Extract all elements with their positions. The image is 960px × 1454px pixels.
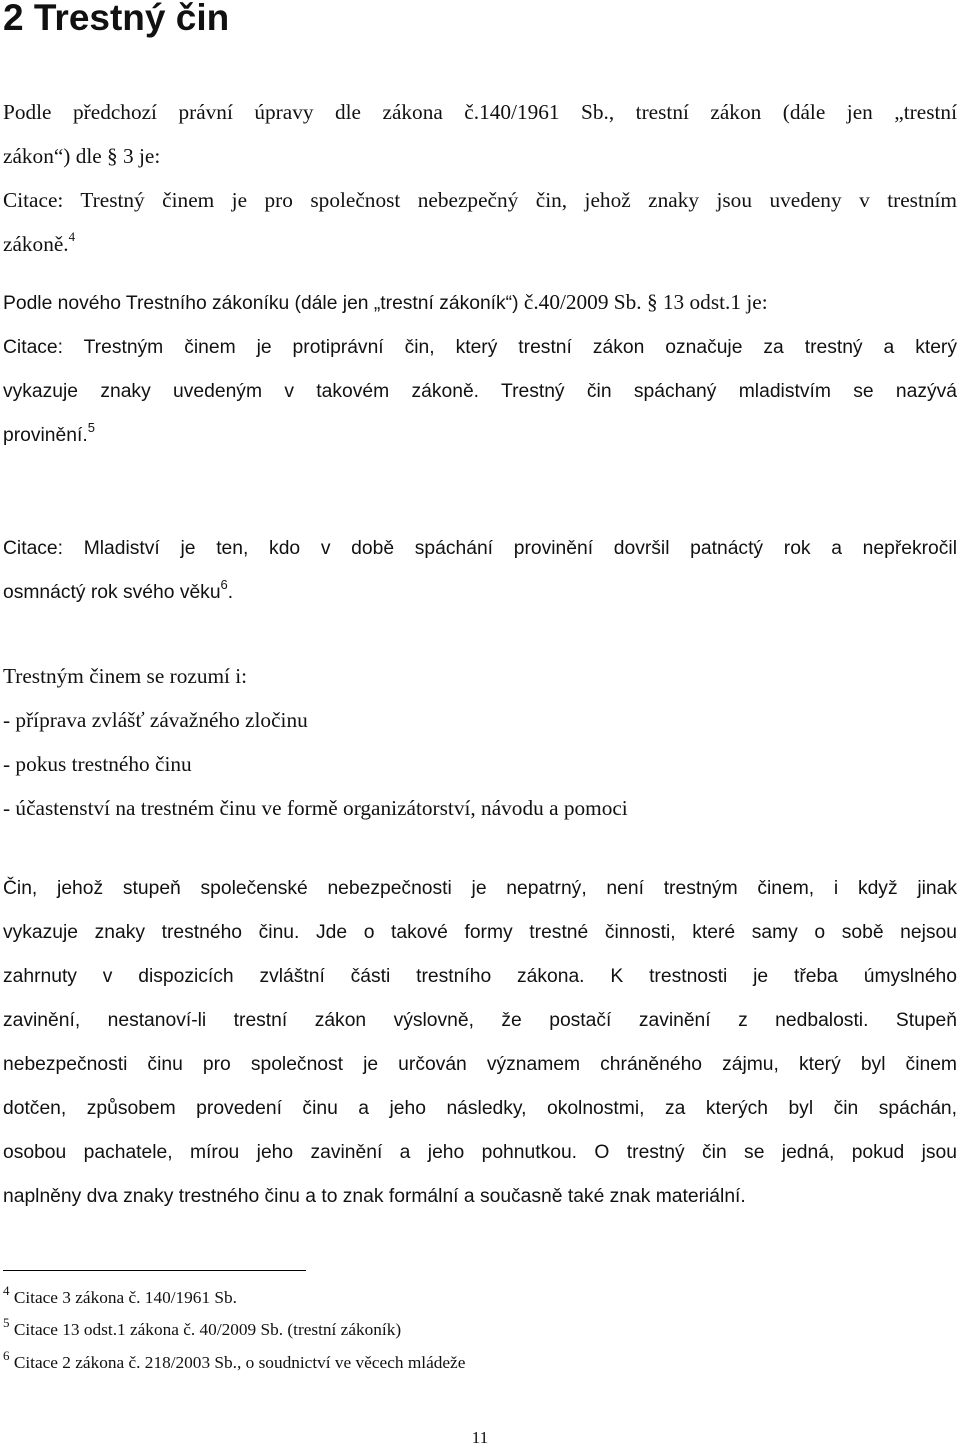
text-line: vykazuje znaky trestného činu. Jde o takové formy trestné činnosti, které samy o sobě nejsou bbox=[3, 922, 957, 943]
footnote-number: 5 bbox=[3, 1315, 10, 1331]
paragraph-previous-law bbox=[3, 90, 957, 266]
text-line: vykazuje znaky uvedeným v takovém zákoně. Trestný čin spáchaný mladistvím se nazývá bbox=[3, 381, 957, 402]
footnote-text: Citace 2 zákona č. 218/2003 Sb., o soudnictví ve věcech mládeže bbox=[9, 1353, 466, 1372]
text-line: zákon“) dle § 3 je: bbox=[3, 144, 161, 168]
text-fragment: zákoně. bbox=[3, 232, 69, 256]
list-item: - příprava zvlášť závažného zločinu bbox=[3, 708, 308, 732]
footnote-number: 6 bbox=[3, 1348, 10, 1364]
footnote-text: Citace 3 zákona č. 140/1961 Sb. bbox=[9, 1288, 237, 1307]
text-line bbox=[3, 222, 957, 266]
list-intro: Trestným činem se rozumí i: bbox=[3, 664, 248, 688]
footnote-number: 4 bbox=[3, 1283, 10, 1299]
paragraph-juvenile bbox=[3, 527, 957, 615]
paragraph-new-law bbox=[3, 280, 957, 458]
list-item: - pokus trestného činu bbox=[3, 752, 192, 776]
text-line: naplněny dva znaky trestného činu a to znak formální a současně také znak materiální. bbox=[3, 1186, 746, 1207]
paragraph-list bbox=[3, 654, 957, 830]
footnote-ref: 6 bbox=[220, 576, 228, 592]
text-line: Citace: Mladiství je ten, kdo v době spáchání provinění dovršil patnáctý rok a nepřekročil bbox=[3, 538, 957, 559]
section-heading: 2 Trestný čin bbox=[3, 0, 230, 38]
text-line: Citace: Trestný činem je pro společnost nebezpečný čin, jehož znaky jsou uvedeny v trestním bbox=[3, 188, 957, 212]
text-line: Podle předchozí právní úpravy dle zákona č.140/1961 Sb., trestní zákon (dále jen „trestní bbox=[3, 100, 957, 124]
text-line: zavinění, nestanoví-li trestní zákon výslovně, že postačí zavinění z nedbalosti. Stupeň bbox=[3, 1010, 957, 1031]
footnote-divider bbox=[3, 1270, 306, 1271]
text-fragment: . bbox=[227, 582, 234, 603]
footnote bbox=[3, 1283, 237, 1309]
footnote bbox=[3, 1315, 402, 1341]
text-line: Citace: Trestným činem je protiprávní čin, který trestní zákon označuje za trestný a který bbox=[3, 337, 957, 358]
text-fragment: č.40/2009 Sb. § 13 odst.1 je: bbox=[523, 290, 768, 314]
text-line: nebezpečnosti činu pro společnost je určován významem chráněného zájmu, který byl činem bbox=[3, 1054, 957, 1075]
page-number: 11 bbox=[471, 1428, 489, 1447]
text-line: dotčen, způsobem provedení činu a jeho následky, okolnostmi, za kterých byl čin spáchán, bbox=[3, 1098, 957, 1119]
paragraph-definition bbox=[3, 867, 957, 1219]
text-fragment: Podle nového Trestního zákoníku (dále jen „trestní zákoník“) bbox=[3, 293, 524, 314]
text-fragment: osmnáctý rok svého věku bbox=[3, 582, 221, 603]
list-item: - účastenství na trestném činu ve formě organizátorství, návodu a pomoci bbox=[3, 796, 628, 820]
footnote-ref: 5 bbox=[87, 419, 95, 435]
text-line: Čin, jehož stupeň společenské nebezpečnosti je nepatrný, není trestným činem, i když jinak bbox=[3, 878, 957, 899]
text-line bbox=[3, 280, 957, 326]
footnote bbox=[3, 1348, 466, 1374]
footnote-ref: 4 bbox=[68, 228, 76, 244]
text-fragment: provinění. bbox=[3, 425, 88, 446]
footnote-text: Citace 13 odst.1 zákona č. 40/2009 Sb. (trestní zákoník) bbox=[9, 1320, 402, 1339]
text-line: zahrnuty v dispozicích zvláštní části trestního zákona. K trestnosti je třeba úmyslného bbox=[3, 966, 957, 987]
text-line bbox=[3, 414, 957, 458]
text-line bbox=[3, 571, 957, 615]
text-line: osobou pachatele, mírou jeho zavinění a jeho pohnutkou. O trestný čin se jedná, pokud jsou bbox=[3, 1142, 957, 1163]
